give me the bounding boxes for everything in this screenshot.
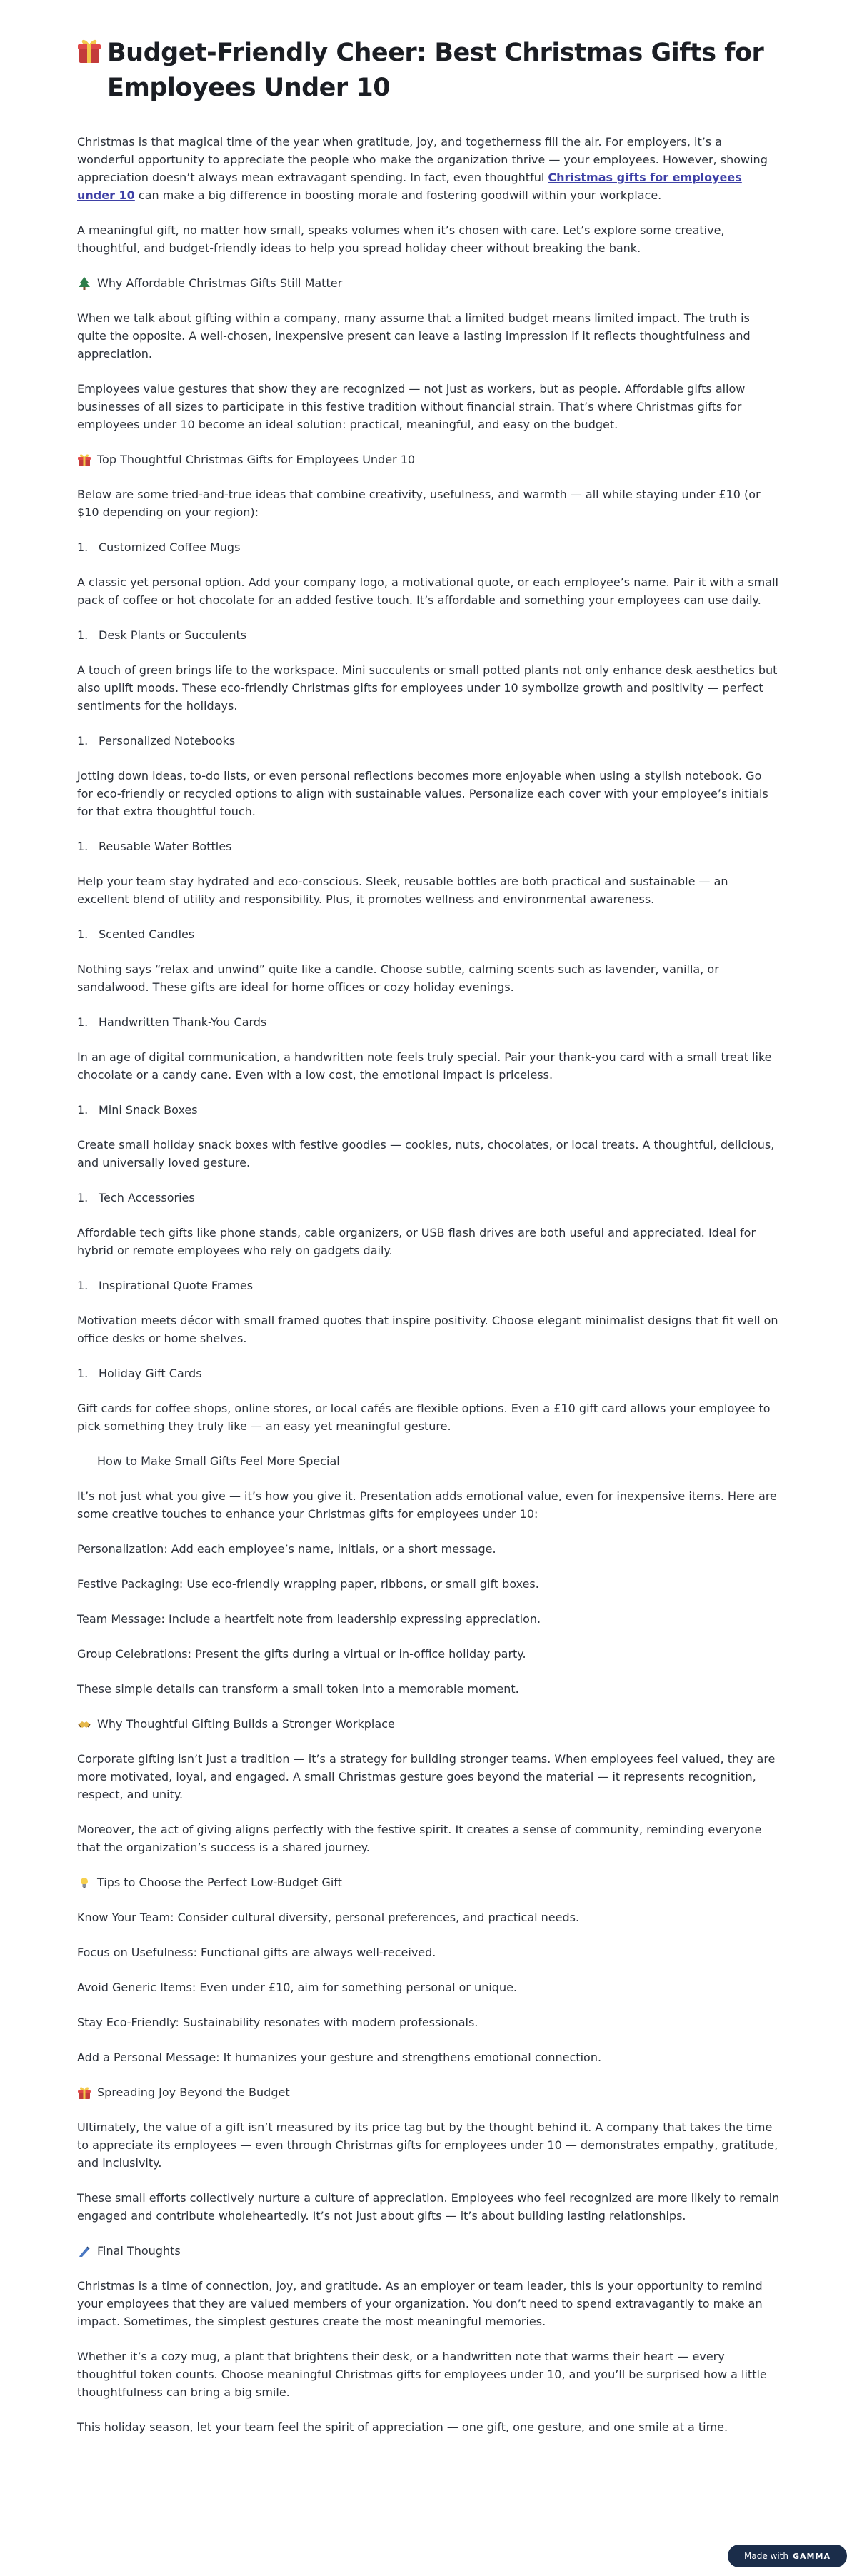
list-item-text: Affordable tech gifts like phone stands, cable organizers, or USB flash drives are both useful and appreciated. Ideal for hybrid or remote employees who rely on gadgets daily.: [77, 1226, 756, 1257]
how-point: Personalization: Add each employee’s name, initials, or a short message.: [77, 1542, 496, 1556]
list-item: [77, 1101, 780, 1172]
section-heading-build-text: Why Thoughtful Gifting Builds a Stronger Workplace: [97, 1717, 395, 1731]
list-item: [77, 626, 780, 715]
list-item-title: Reusable Water Bottles: [99, 840, 232, 853]
joy-paragraph-1: Ultimately, the value of a gift isn’t measured by its price tag but by the thought behind it. A company that takes the time to appreciate its employees — even through Christmas gifts for employees under 10 — demonstrates empathy, gratitude, and inclusivity.: [77, 2120, 778, 2170]
list-item-number: 1.: [77, 1103, 89, 1117]
tips-point: Stay Eco-Friendly: Sustainability resonates with modern professionals.: [77, 2016, 478, 2029]
top-paragraph-1: Below are some tried-and-true ideas that combine creativity, usefulness, and warmth — all while staying under £10 (or $10 depending on your region):: [77, 488, 761, 519]
section-heading-joy-text: Spreading Joy Beyond the Budget: [97, 2086, 290, 2099]
final-paragraph-1: Christmas is a time of connection, joy, and gratitude. As an employer or team leader, this is your opportunity to remind your employees that they are valued members of your organization. You don’t need to spend extravagantly to make an impact. Sometimes, the simplest gestures create the most meaningful memories.: [77, 2279, 763, 2328]
list-item-title: Personalized Notebooks: [99, 734, 236, 748]
list-item-title: Desk Plants or Succulents: [99, 628, 247, 642]
list-item-text: Nothing says “relax and unwind” quite like a candle. Choose subtle, calming scents such as lavender, vanilla, or sandalwood. These gifts are ideal for home offices or cozy holiday evenings.: [77, 962, 719, 994]
list-item-title: Holiday Gift Cards: [99, 1367, 202, 1380]
list-item-title: Mini Snack Boxes: [99, 1103, 198, 1117]
joy-paragraph-2: These small efforts collectively nurture a culture of appreciation. Employees who feel recognized are more likely to remain engaged and contribute wholeheartedly. It’s not just about gifts — it’s about building lasting relationships.: [77, 2191, 780, 2223]
list-item-number: 1.: [77, 840, 89, 853]
list-item-text: Gift cards for coffee shops, online stores, or local cafés are flexible options. Even a £10 gift card allows your employee to pick something they truly like — an easy yet meaningful gesture.: [77, 1402, 771, 1433]
list-item-text: A touch of green brings life to the workspace. Mini succulents or small potted plants not only enhance desk aesthetics but also uplift moods. These eco-friendly Christmas gifts for employees under 10 symbolize growth and positivity — perfect sentiments for the holidays.: [77, 663, 778, 713]
list-item-number: 1.: [77, 1191, 89, 1204]
list-item: [77, 837, 780, 908]
handshake-icon: [77, 1717, 91, 1731]
section-heading-tips-text: Tips to Choose the Perfect Low-Budget Gift: [97, 1876, 342, 1889]
christmas-tree-icon: [77, 276, 91, 291]
gift-icon: [77, 36, 101, 106]
why-paragraph-1: When we talk about gifting within a company, many assume that a limited budget means limited impact. The truth is quite the opposite. A well-chosen, inexpensive present can leave a lasting impression if it reflects thoughtfulness and appreciation.: [77, 311, 751, 361]
final-paragraph-2: Whether it’s a cozy mug, a plant that brightens their desk, or a handwritten note that warms their heart — every thoughtful token counts. Choose meaningful Christmas gifts for employees under 10, and you’ll be surprised how a little thoughtfulness can bring a big smile.: [77, 2350, 767, 2399]
section-heading-top: [77, 451, 780, 468]
list-item-heading: [77, 1013, 780, 1031]
list-item-heading: [77, 732, 780, 750]
intro-paragraph: [77, 133, 780, 204]
how-paragraph-2: These simple details can transform a small token into a memorable moment.: [77, 1682, 519, 1696]
list-item-number: 1.: [77, 1367, 89, 1380]
section-heading-tips: [77, 1873, 780, 1891]
how-paragraph-1: It’s not just what you give — it’s how you give it. Presentation adds emotional value, even for inexpensive items. Here are some creative touches to enhance your Christmas gifts for employees under 10:: [77, 1489, 777, 1521]
list-item-number: 1.: [77, 1015, 89, 1029]
list-item: [77, 732, 780, 820]
how-point: Festive Packaging: Use eco-friendly wrapping paper, ribbons, or small gift boxes.: [77, 1577, 539, 1591]
section-heading-joy: [77, 2083, 780, 2101]
section-heading-build: [77, 1715, 780, 1733]
list-item-title: Customized Coffee Mugs: [99, 540, 241, 554]
page-title-text: Budget-Friendly Cheer: Best Christmas Gifts for Employees Under 10: [107, 39, 764, 102]
why-paragraph-2: Employees value gestures that show they are recognized — not just as workers, but as people. Affordable gifts allow businesses of all sizes to participate in this festive tradition without financial strain. That’s where Christmas gifts for employees under 10 become an ideal solution: practical, meaningful, and easy on the budget.: [77, 382, 746, 431]
list-item-number: 1.: [77, 734, 89, 748]
list-item-heading: [77, 1364, 780, 1382]
section-heading-top-text: Top Thoughtful Christmas Gifts for Employees Under 10: [97, 453, 416, 466]
section-heading-final-text: Final Thoughts: [97, 2244, 181, 2258]
section-heading-final: [77, 2242, 780, 2260]
list-item: [77, 1189, 780, 1259]
lightbulb-icon: [77, 1876, 91, 1890]
final-paragraph-3: This holiday season, let your team feel the spirit of appreciation — one gift, one gesture, and one smile at a time.: [77, 2420, 728, 2434]
list-item-heading: [77, 925, 780, 943]
pen-icon: [77, 2244, 91, 2258]
tips-point: Add a Personal Message: It humanizes your gesture and strengthens emotional connection.: [77, 2051, 602, 2064]
intro-text-a: Christmas is that magical time of the year when gratitude, joy, and togetherness fill the air. For employers, it’s a wonderful opportunity to appreciate the people who make the organization thrive — your employees. However, showing appreciation doesn’t always mean extravagant spending. In fact, even thoughtful: [77, 135, 768, 184]
tips-point: Avoid Generic Items: Even under £10, aim for something personal or unique.: [77, 1981, 518, 1994]
list-item-text: A classic yet personal option. Add your company logo, a motivational quote, or each employee’s name. Pair it with a small pack of coffee or hot chocolate for an added festive touch. It’s affordable and something your employees can use daily.: [77, 575, 778, 607]
section-heading-how: [77, 1452, 780, 1470]
list-item: [77, 1277, 780, 1347]
build-paragraph-1: Corporate gifting isn’t just a tradition — it’s a strategy for building stronger teams. When employees feel valued, they are more motivated, loyal, and engaged. A small Christmas gesture goes beyond the material — it represents recognition, respect, and unity.: [77, 1752, 776, 1801]
list-item-number: 1.: [77, 927, 89, 941]
gifts-link[interactable]: Christmas gifts for employees under 10: [77, 171, 742, 202]
list-item: [77, 925, 780, 996]
list-item-heading: [77, 1101, 780, 1119]
build-paragraph-2: Moreover, the act of giving aligns perfectly with the festive spirit. It creates a sense of community, reminding everyone that the organization’s success is a shared journey.: [77, 1823, 762, 1854]
section-heading-why: [77, 274, 780, 292]
list-item-number: 1.: [77, 540, 89, 554]
list-item-text: In an age of digital communication, a handwritten note feels truly special. Pair your thank-you card with a small treat like chocolate or a candy cane. Even with a low cost, the emotional impact is priceless.: [77, 1050, 772, 1082]
badge-label: Made with: [744, 2551, 789, 2561]
section-heading-why-text: Why Affordable Christmas Gifts Still Matter: [97, 276, 343, 290]
list-item-text: Jotting down ideas, to-do lists, or even personal reflections becomes more enjoyable when using a stylish notebook. Go for eco-friendly or recycled options to align with sustainable values. Personalize each cover with your employee’s initials for that extra thoughtful touch.: [77, 769, 768, 818]
section-heading-how-text: How to Make Small Gifts Feel More Special: [97, 1454, 340, 1468]
gift-icon: [77, 453, 91, 467]
how-point: Group Celebrations: Present the gifts during a virtual or in-office holiday party.: [77, 1647, 526, 1661]
intro-text-b: can make a big difference in boosting morale and fostering goodwill within your workplace.: [134, 188, 662, 202]
list-item-heading: [77, 538, 780, 556]
list-item: [77, 538, 780, 609]
tips-point: Know Your Team: Consider cultural diversity, personal preferences, and practical needs.: [77, 1911, 580, 1924]
gift-icon: [77, 2086, 91, 2100]
list-item-number: 1.: [77, 628, 89, 642]
list-item: [77, 1013, 780, 1084]
article: [77, 36, 780, 2453]
gift-list: [77, 538, 780, 1435]
list-item: [77, 1364, 780, 1435]
list-item-heading: [77, 1277, 780, 1294]
list-item-heading: [77, 626, 780, 644]
list-item-text: Create small holiday snack boxes with festive goodies — cookies, nuts, chocolates, or local treats. A thoughtful, delicious, and universally loved gesture.: [77, 1138, 775, 1169]
list-item-heading: [77, 1189, 780, 1207]
list-item-title: Handwritten Thank-You Cards: [99, 1015, 267, 1029]
list-item-title: Scented Candles: [99, 927, 195, 941]
intro-paragraph-2: A meaningful gift, no matter how small, speaks volumes when it’s chosen with care. Let’s explore some creative, thoughtful, and budget-friendly ideas to help you spread holiday cheer without breaking the bank.: [77, 223, 725, 255]
list-item-text: Motivation meets décor with small framed quotes that inspire positivity. Choose elegant minimalist designs that fit well on office desks or home shelves.: [77, 1314, 778, 1345]
how-point: Team Message: Include a heartfelt note from leadership expressing appreciation.: [77, 1612, 541, 1626]
page-title: [77, 36, 780, 106]
made-with-gamma-badge[interactable]: [728, 2545, 847, 2567]
list-item-title: Tech Accessories: [99, 1191, 195, 1204]
list-item-number: 1.: [77, 1279, 89, 1292]
badge-brand: GAMMA: [793, 2551, 831, 2561]
list-item-title: Inspirational Quote Frames: [99, 1279, 254, 1292]
list-item-text: Help your team stay hydrated and eco-conscious. Sleek, reusable bottles are both practical and sustainable — an excellent blend of utility and responsibility. Plus, it promotes wellness and environmental awareness.: [77, 875, 728, 906]
list-item-heading: [77, 837, 780, 855]
tips-point: Focus on Usefulness: Functional gifts are always well-received.: [77, 1946, 436, 1959]
